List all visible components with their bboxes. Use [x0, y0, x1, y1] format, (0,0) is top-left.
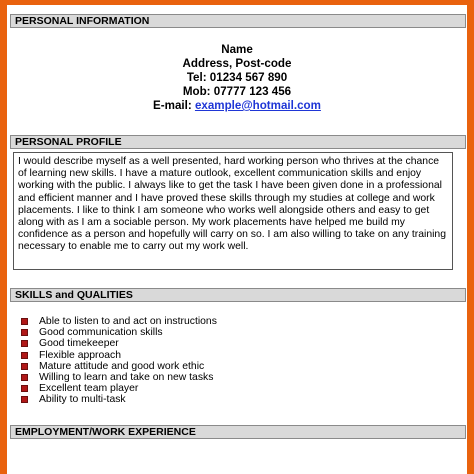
contact-email-label: E-mail: — [153, 99, 192, 112]
list-item — [19, 327, 217, 338]
contact-email-link[interactable]: example@hotmail.com — [194, 99, 321, 112]
skill-text: Willing to learn and take on new tasks — [39, 372, 214, 384]
square-bullet-icon — [21, 396, 28, 403]
skills-list — [19, 316, 217, 406]
blurred-footer-link — [57, 465, 60, 474]
square-bullet-icon — [21, 329, 28, 336]
skill-text: Good communication skills — [39, 327, 163, 339]
square-bullet-icon — [21, 340, 28, 347]
list-item — [19, 316, 217, 327]
square-bullet-icon — [21, 385, 28, 392]
list-item — [19, 394, 217, 405]
square-bullet-icon — [21, 352, 28, 359]
skill-text: Good timekeeper — [39, 338, 119, 350]
skill-text: Able to listen to and act on instructions — [39, 316, 217, 327]
contact-tel: Tel: 01234 567 890 — [186, 71, 288, 84]
square-bullet-icon — [21, 318, 28, 325]
contact-mob: Mob: 07777 123 456 — [182, 85, 292, 98]
list-item — [19, 372, 217, 383]
skill-text: Ability to multi-task — [39, 394, 126, 406]
cv-page — [7, 5, 467, 474]
profile-text: I would describe myself as a well presented, hard working person who thrives at the chance of learning new skills. I have a mature outlook, excellent communication skills and enjoy working with the public. I always like to get the task I have been given done in a professional and efficient manner and I have proved these skills through my studies at college and work placements. I like to think I am someone who works well alongside others and easy to get along with as I am a sociable person. My work placements have helped me build my confidence as a person and hopefully will carry on so. I am also willing to take on any training necessary to enable me to carry out my work well. — [13, 152, 453, 270]
list-item — [19, 361, 217, 372]
skill-text: Flexible approach — [39, 349, 122, 361]
section-header-personal-profile: PERSONAL PROFILE — [10, 135, 466, 149]
skill-text: Mature attitude and good work ethic — [39, 360, 205, 372]
contact-name: Name — [221, 43, 253, 56]
square-bullet-icon — [21, 363, 28, 370]
list-item — [19, 350, 217, 361]
skill-text: Excellent team player — [39, 383, 139, 395]
section-header-personal-information: PERSONAL INFORMATION — [10, 14, 466, 28]
list-item — [19, 338, 217, 349]
section-header-skills-qualities: SKILLS and QUALITIES — [10, 288, 466, 302]
square-bullet-icon — [21, 374, 28, 381]
contact-block — [7, 43, 467, 113]
list-item — [19, 383, 217, 394]
contact-address: Address, Post-code — [182, 57, 292, 70]
contact-email-line — [7, 99, 467, 113]
section-header-employment-experience: EMPLOYMENT/WORK EXPERIENCE — [10, 425, 466, 439]
